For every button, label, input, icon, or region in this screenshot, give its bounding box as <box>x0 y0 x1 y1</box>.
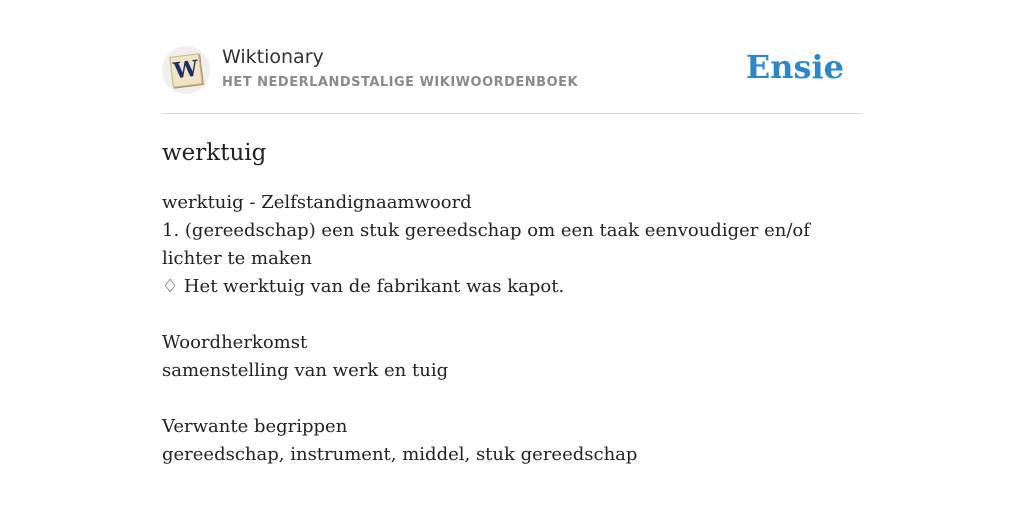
definition: 1. (gereedschap) een stuk gereedschap om een taak eenvoudiger en/of lichter te maken <box>162 220 810 269</box>
etymology-heading: Woordherkomst <box>162 332 308 353</box>
entry-card <box>162 40 862 469</box>
example-sentence: ♢ Het werktuig van de fabrikant was kapot. <box>162 276 565 297</box>
entry-content <box>162 189 862 469</box>
page-title: werktuig <box>162 140 267 166</box>
site-header <box>162 40 862 114</box>
logo-tile <box>169 53 203 87</box>
logo-letter: W <box>172 55 200 85</box>
related-terms: gereedschap, instrument, middel, stuk gereedschap <box>162 444 638 465</box>
related-heading: Verwante begrippen <box>162 416 348 437</box>
ensie-brand-link[interactable]: Ensie <box>745 48 844 86</box>
part-of-speech-line: werktuig - Zelfstandignaamwoord <box>162 192 472 213</box>
spacer <box>162 301 862 329</box>
wiktionary-logo-icon[interactable] <box>162 46 210 94</box>
etymology-text: samenstelling van werk en tuig <box>162 360 449 381</box>
spacer <box>162 385 862 413</box>
site-name[interactable]: Wiktionary <box>222 46 324 68</box>
site-tagline: HET NEDERLANDSTALIGE WIKIWOORDENBOEK <box>222 75 579 90</box>
